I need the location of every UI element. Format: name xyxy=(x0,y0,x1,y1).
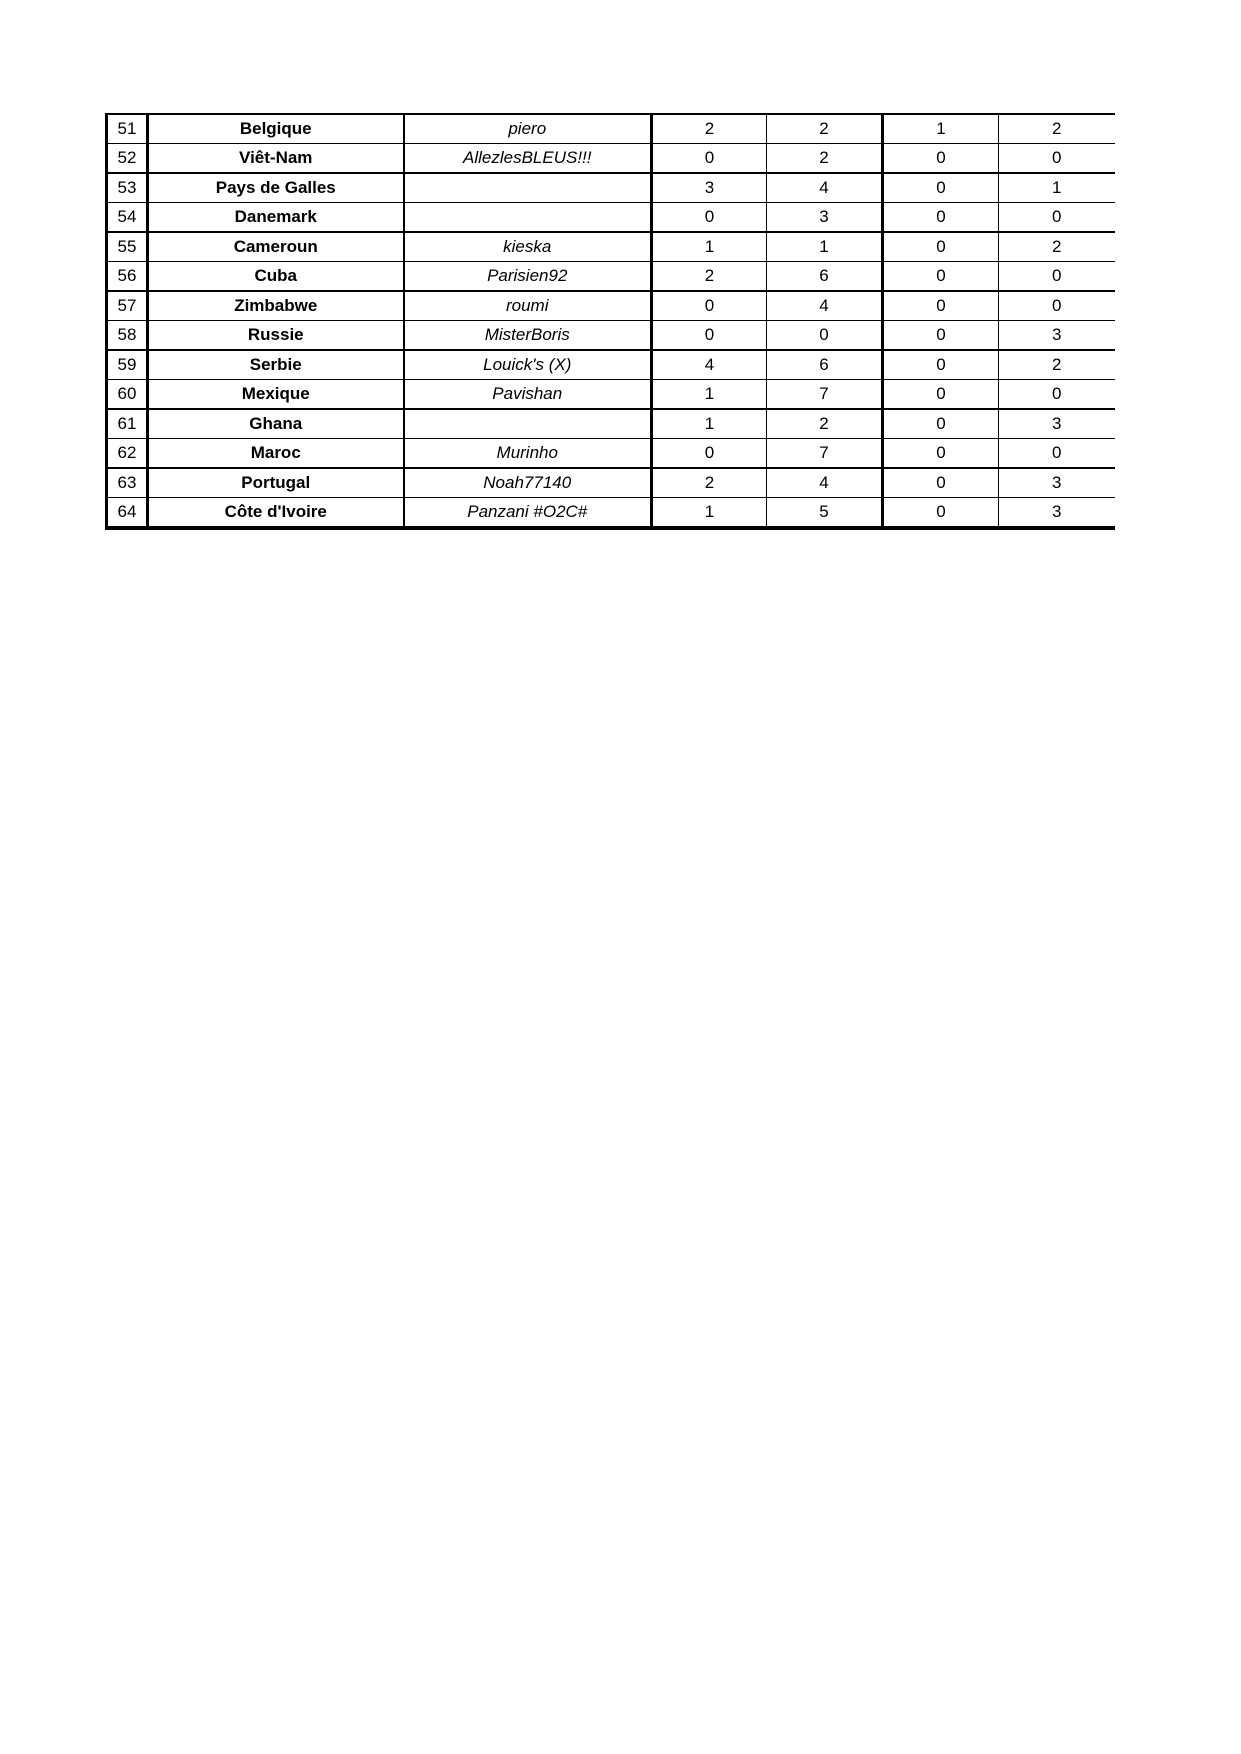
stat-cell-3: 0 xyxy=(883,350,999,380)
username-cell: kieska xyxy=(404,232,652,262)
country-cell: Portugal xyxy=(148,468,404,498)
stat-cell-4: 0 xyxy=(999,144,1115,174)
stat-cell-3: 0 xyxy=(883,409,999,439)
row-number-cell: 59 xyxy=(107,350,148,380)
stat-cell-4: 0 xyxy=(999,203,1115,233)
username-cell xyxy=(404,409,652,439)
stat-cell-1: 3 xyxy=(652,173,767,203)
table-row xyxy=(107,291,1115,321)
table-row xyxy=(107,380,1115,410)
stat-cell-1: 1 xyxy=(652,380,767,410)
stat-cell-2: 0 xyxy=(767,321,883,351)
username-cell: MisterBoris xyxy=(404,321,652,351)
row-number-cell: 52 xyxy=(107,144,148,174)
username-cell: Louick's (X) xyxy=(404,350,652,380)
username-cell: Panzani #O2C# xyxy=(404,498,652,529)
stat-cell-1: 2 xyxy=(652,114,767,144)
stat-cell-3: 0 xyxy=(883,291,999,321)
table-row xyxy=(107,321,1115,351)
stat-cell-1: 0 xyxy=(652,321,767,351)
username-cell xyxy=(404,203,652,233)
stat-cell-2: 2 xyxy=(767,409,883,439)
table-row xyxy=(107,498,1115,529)
stat-cell-1: 0 xyxy=(652,291,767,321)
stat-cell-2: 4 xyxy=(767,173,883,203)
stat-cell-2: 5 xyxy=(767,498,883,529)
stat-cell-4: 1 xyxy=(999,173,1115,203)
stat-cell-3: 0 xyxy=(883,498,999,529)
stat-cell-1: 0 xyxy=(652,439,767,469)
table-row xyxy=(107,232,1115,262)
stat-cell-1: 0 xyxy=(652,144,767,174)
country-cell: Cameroun xyxy=(148,232,404,262)
stat-cell-2: 1 xyxy=(767,232,883,262)
country-cell: Maroc xyxy=(148,439,404,469)
stat-cell-4: 3 xyxy=(999,468,1115,498)
stat-cell-1: 2 xyxy=(652,468,767,498)
stat-cell-3: 0 xyxy=(883,203,999,233)
username-cell: Noah77140 xyxy=(404,468,652,498)
stat-cell-1: 4 xyxy=(652,350,767,380)
row-number-cell: 61 xyxy=(107,409,148,439)
stat-cell-2: 4 xyxy=(767,291,883,321)
table-row xyxy=(107,203,1115,233)
stat-cell-2: 2 xyxy=(767,114,883,144)
table-row xyxy=(107,262,1115,292)
stat-cell-4: 0 xyxy=(999,380,1115,410)
stat-cell-1: 1 xyxy=(652,409,767,439)
stat-cell-4: 3 xyxy=(999,321,1115,351)
stat-cell-4: 3 xyxy=(999,498,1115,529)
row-number-cell: 64 xyxy=(107,498,148,529)
country-cell: Serbie xyxy=(148,350,404,380)
stat-cell-2: 6 xyxy=(767,350,883,380)
stat-cell-2: 7 xyxy=(767,439,883,469)
stat-cell-2: 4 xyxy=(767,468,883,498)
stat-cell-4: 0 xyxy=(999,262,1115,292)
country-cell: Mexique xyxy=(148,380,404,410)
stat-cell-4: 2 xyxy=(999,232,1115,262)
country-cell: Pays de Galles xyxy=(148,173,404,203)
row-number-cell: 53 xyxy=(107,173,148,203)
stat-cell-4: 0 xyxy=(999,291,1115,321)
stat-cell-1: 0 xyxy=(652,203,767,233)
stat-cell-1: 2 xyxy=(652,262,767,292)
country-cell: Ghana xyxy=(148,409,404,439)
username-cell: Parisien92 xyxy=(404,262,652,292)
stat-cell-4: 3 xyxy=(999,409,1115,439)
row-number-cell: 51 xyxy=(107,114,148,144)
standings-table xyxy=(105,113,1115,530)
row-number-cell: 56 xyxy=(107,262,148,292)
row-number-cell: 57 xyxy=(107,291,148,321)
country-cell: Viêt-Nam xyxy=(148,144,404,174)
username-cell: AllezlesBLEUS!!! xyxy=(404,144,652,174)
stat-cell-3: 0 xyxy=(883,468,999,498)
stat-cell-3: 0 xyxy=(883,321,999,351)
stat-cell-2: 2 xyxy=(767,144,883,174)
country-cell: Côte d'Ivoire xyxy=(148,498,404,529)
stat-cell-3: 0 xyxy=(883,439,999,469)
stat-cell-3: 0 xyxy=(883,144,999,174)
stat-cell-2: 7 xyxy=(767,380,883,410)
stat-cell-1: 1 xyxy=(652,232,767,262)
table-row xyxy=(107,350,1115,380)
stat-cell-4: 2 xyxy=(999,114,1115,144)
stat-cell-3: 0 xyxy=(883,173,999,203)
row-number-cell: 63 xyxy=(107,468,148,498)
table-row xyxy=(107,144,1115,174)
country-cell: Danemark xyxy=(148,203,404,233)
row-number-cell: 58 xyxy=(107,321,148,351)
stat-cell-3: 0 xyxy=(883,232,999,262)
row-number-cell: 62 xyxy=(107,439,148,469)
table-row xyxy=(107,173,1115,203)
stat-cell-2: 3 xyxy=(767,203,883,233)
country-cell: Russie xyxy=(148,321,404,351)
username-cell: Murinho xyxy=(404,439,652,469)
username-cell: Pavishan xyxy=(404,380,652,410)
stat-cell-3: 0 xyxy=(883,262,999,292)
username-cell xyxy=(404,173,652,203)
standings-table-body xyxy=(107,114,1115,528)
table-row xyxy=(107,114,1115,144)
username-cell: roumi xyxy=(404,291,652,321)
stat-cell-4: 2 xyxy=(999,350,1115,380)
country-cell: Zimbabwe xyxy=(148,291,404,321)
table-row xyxy=(107,468,1115,498)
username-cell: piero xyxy=(404,114,652,144)
stat-cell-3: 1 xyxy=(883,114,999,144)
stat-cell-3: 0 xyxy=(883,380,999,410)
row-number-cell: 60 xyxy=(107,380,148,410)
country-cell: Belgique xyxy=(148,114,404,144)
country-cell: Cuba xyxy=(148,262,404,292)
row-number-cell: 54 xyxy=(107,203,148,233)
stat-cell-4: 0 xyxy=(999,439,1115,469)
row-number-cell: 55 xyxy=(107,232,148,262)
table-row xyxy=(107,439,1115,469)
table-row xyxy=(107,409,1115,439)
stat-cell-1: 1 xyxy=(652,498,767,529)
stat-cell-2: 6 xyxy=(767,262,883,292)
